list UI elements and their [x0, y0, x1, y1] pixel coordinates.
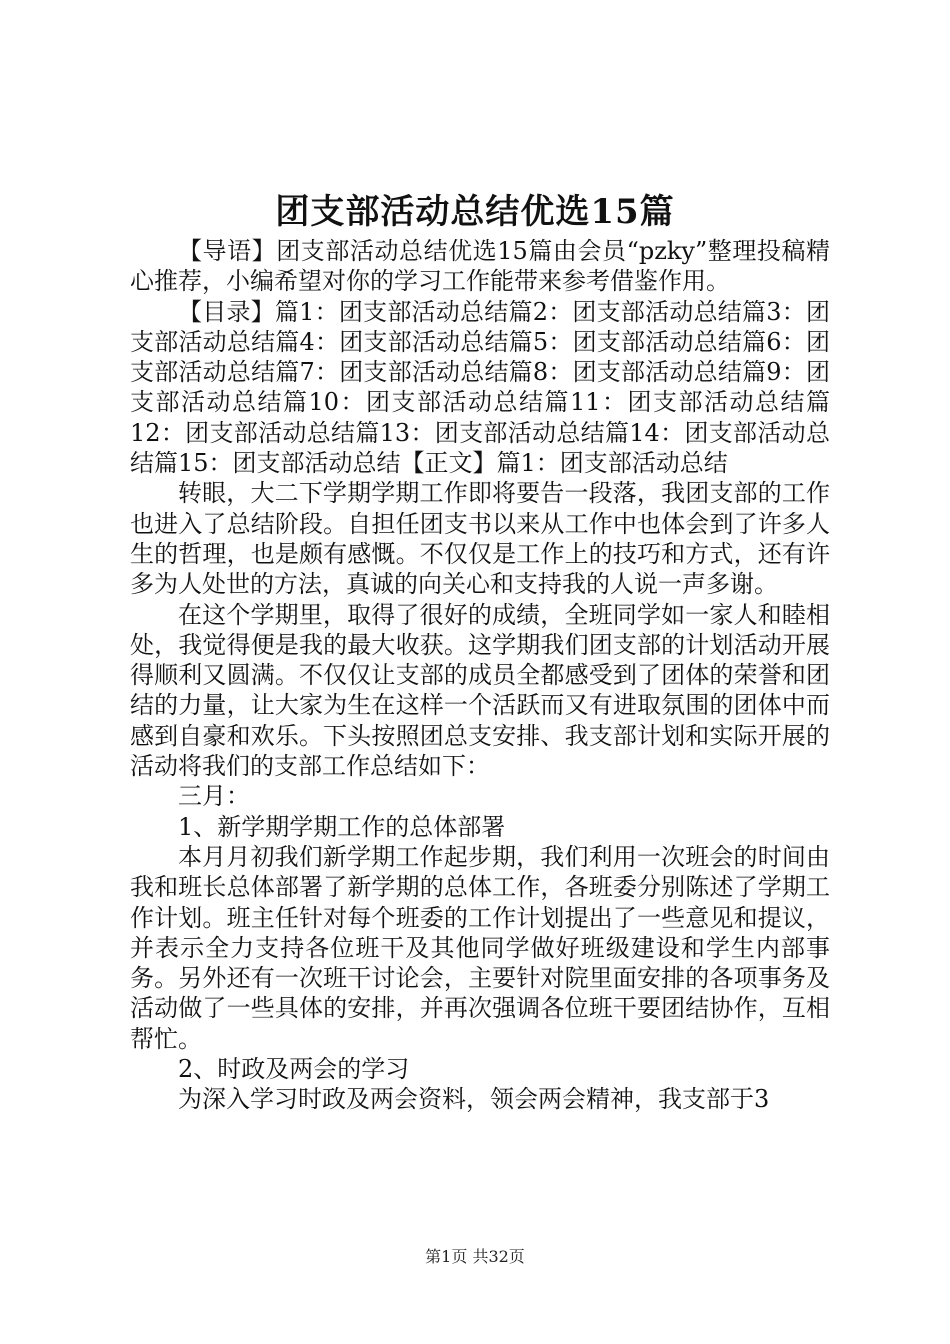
- document-title: 团支部活动总结优选15篇: [275, 192, 675, 232]
- page-footer: 第1页 共32页: [425, 1247, 525, 1266]
- document-body: [130, 236, 830, 1115]
- body-paragraph: 为深入学习时政及两会资料，领会两会精神，我支部于3: [178, 1085, 770, 1114]
- body-paragraph: 在这个学期里，取得了很好的成绩，全班同学如一家人和睦相处，我觉得便是我的最大收获。这学期我们团支部的计划活动开展得顺利又圆满。不仅仅让支部的成员全都感受到了团体的荣誉和团结的力量，让大家为生在这样一个活跃而又有进取氛围的团体中而感到自豪和欢乐。下头按照团总支安排、我支部计划和实际开展的活动将我们的支部工作总结如下：: [130, 600, 830, 781]
- body-paragraph: 转眼，大二下学期学期工作即将要告一段落，我团支部的工作也进入了总结阶段。自担任团支书以来从工作中也体会到了许多人生的哲理，也是颇有感慨。不仅仅是工作上的技巧和方式，还有许多为人处世的方法，真诚的向关心和支持我的人说一声多谢。: [130, 479, 830, 599]
- body-paragraph: 本月月初我们新学期工作起步期，我们利用一次班会的时间由我和班长总体部署了新学期的总体工作，各班委分别陈述了学期工作计划。班主任针对每个班委的工作计划提出了一些意见和提议，并表示全力支持各位班干及其他同学做好班级建设和学生内部事务。另外还有一次班干讨论会，主要针对院里面安排的各项事务及活动做了一些具体的安排，并再次强调各位班干要团结协作，互相帮忙。: [130, 842, 830, 1053]
- toc-paragraph: 【目录】篇1：团支部活动总结篇2：团支部活动总结篇3：团支部活动总结篇4：团支部活动总结篇5：团支部活动总结篇6：团支部活动总结篇7：团支部活动总结篇8：团支部活动总结篇9：团支部活动总结篇10：团支部活动总结篇11：团支部活动总结篇12：团支部活动总结篇13：团支部活动总结篇14：团支部活动总结篇15：团支部活动总结【正文】篇1：团支部活动总结: [130, 297, 830, 478]
- subsection-heading: 1、新学期学期工作的总体部署: [178, 812, 506, 841]
- section-heading: 三月：: [178, 782, 250, 811]
- intro-paragraph: 【导语】团支部活动总结优选15篇由会员“pzky”整理投稿精心推荐，小编希望对你的学习工作能带来参考借鉴作用。: [130, 237, 830, 296]
- subsection-heading: 2、时政及两会的学习: [178, 1055, 410, 1084]
